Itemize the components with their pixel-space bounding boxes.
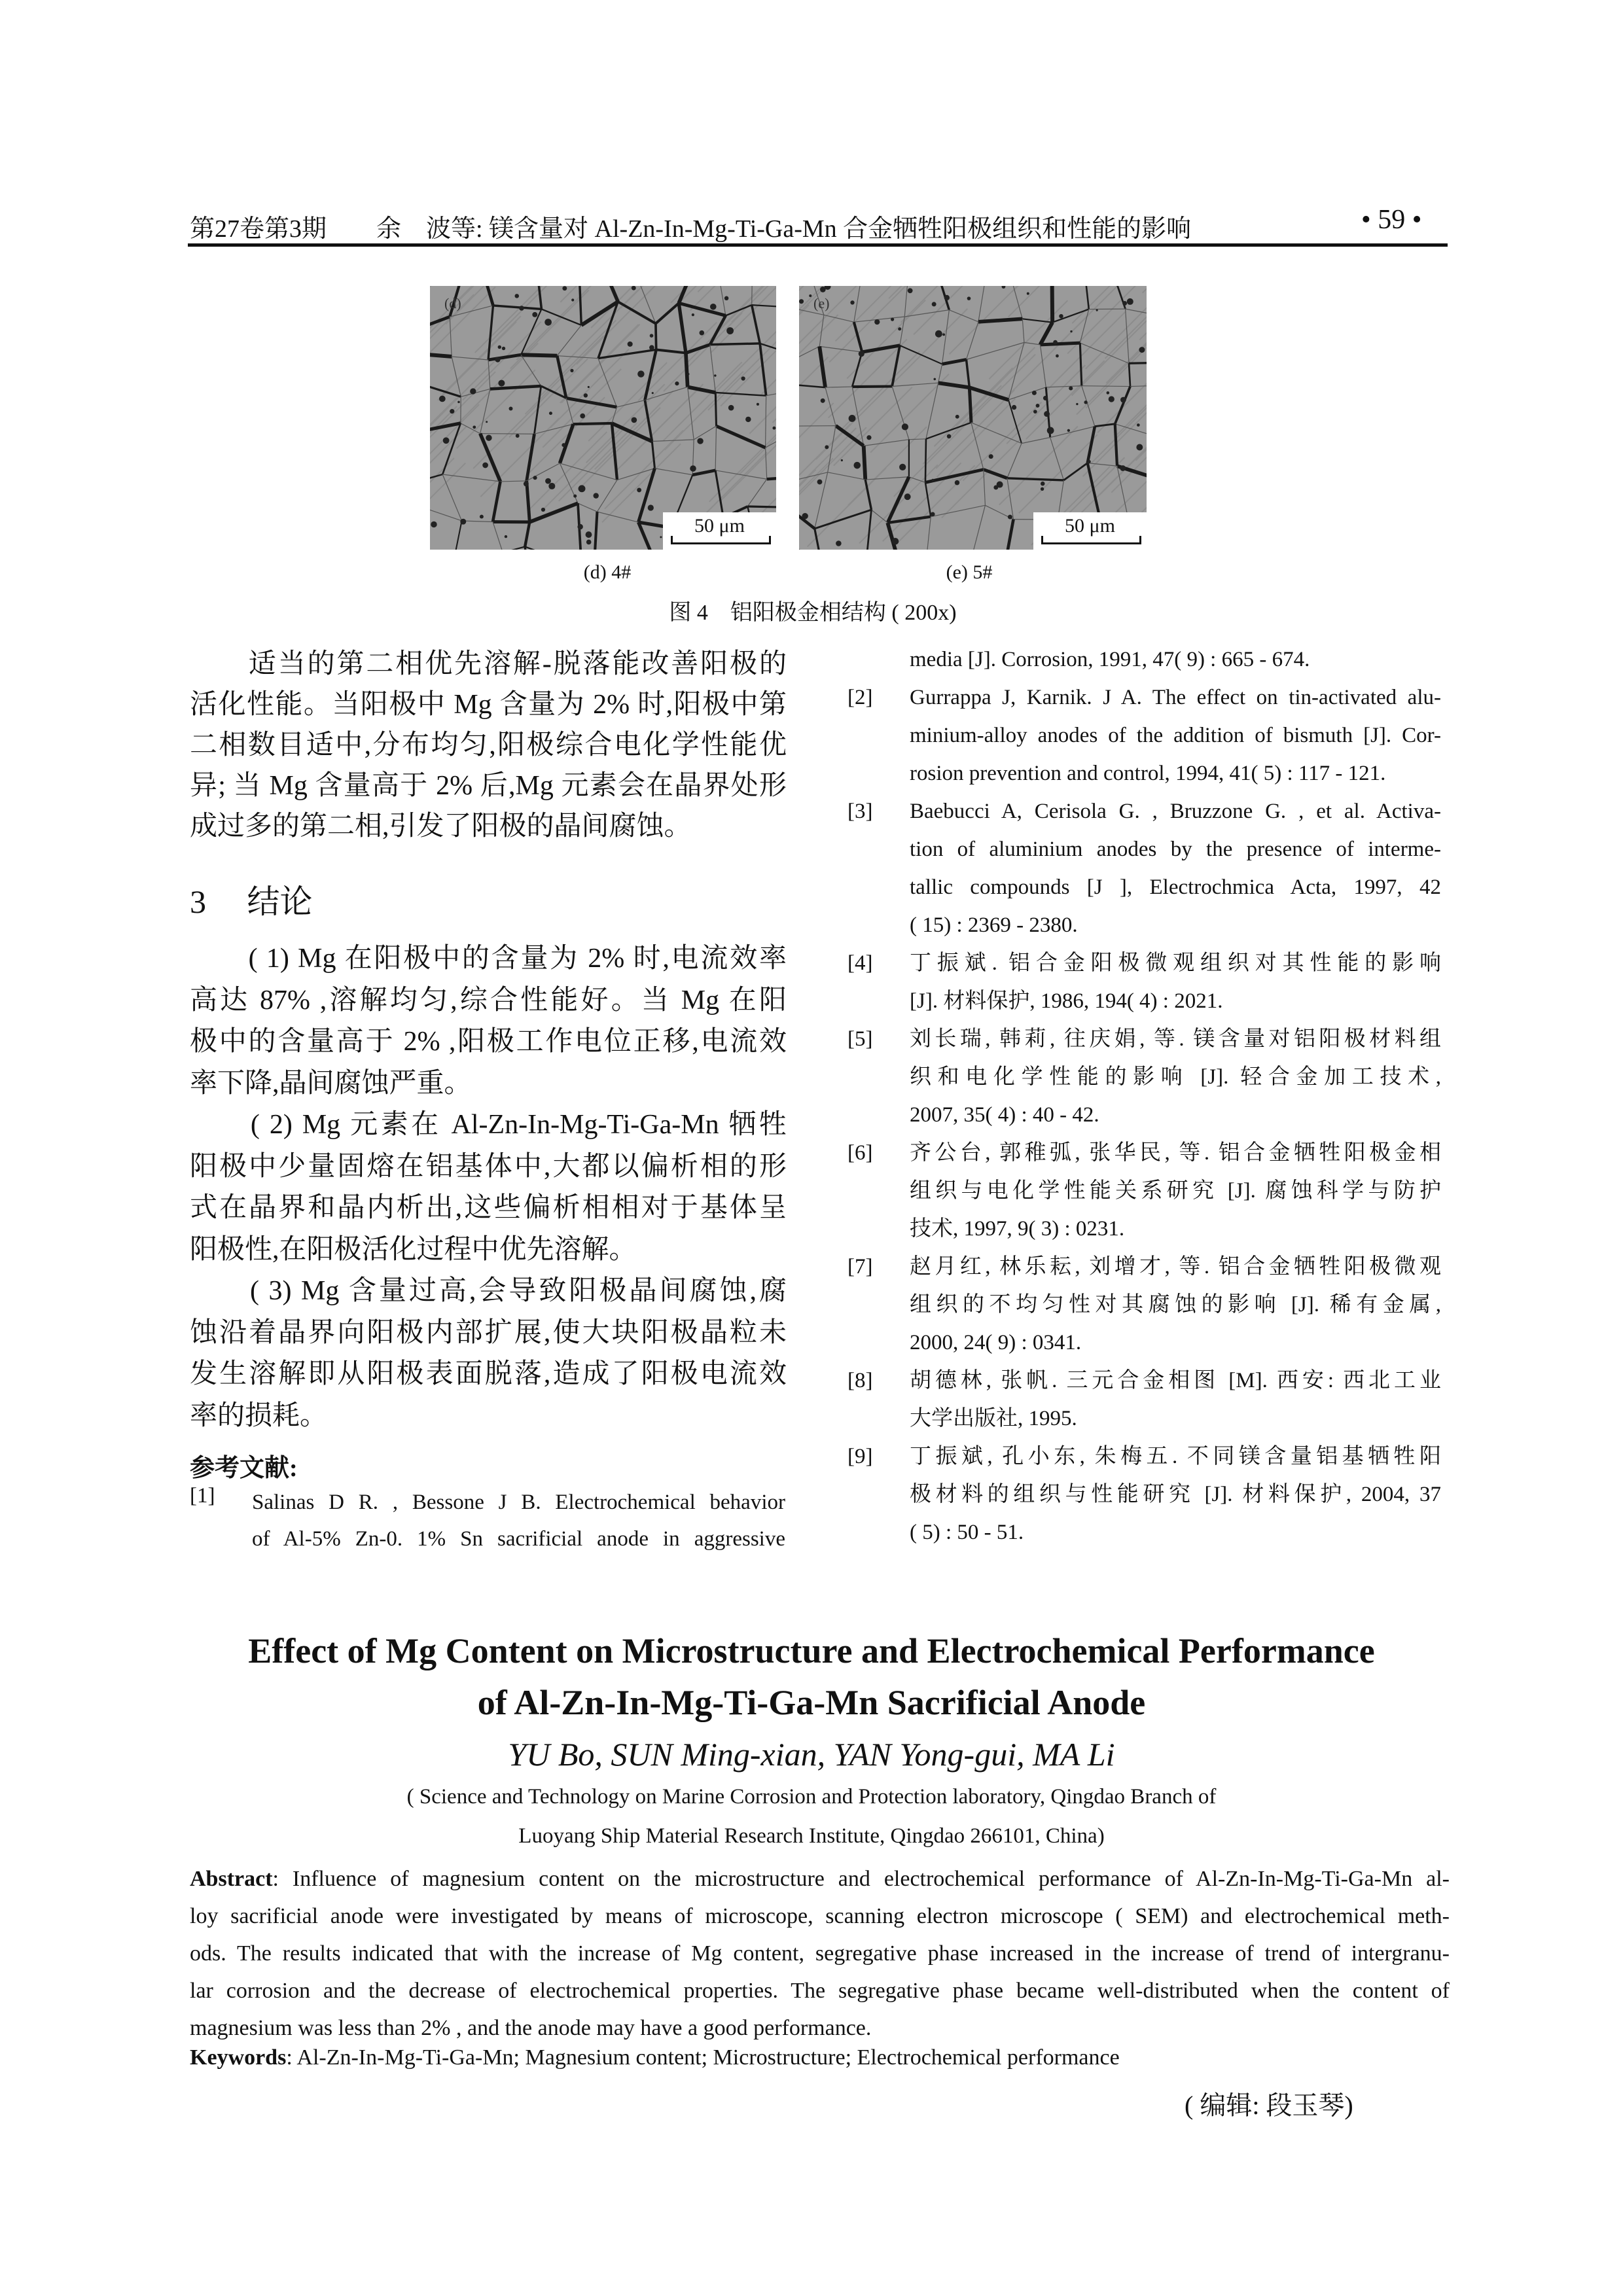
reference-row	[844, 1286, 1441, 1324]
text-line: ( 2) Mg 元素在 Al-Zn-In-Mg-Ti-Ga-Mn 牺牲	[190, 1110, 787, 1140]
text-line: 率的损耗。	[190, 1400, 328, 1431]
text-line: 极中的含量高于 2% ,阳极工作电位正移,电流效	[190, 1027, 787, 1057]
reference-row	[844, 1172, 1441, 1210]
micrograph-e	[799, 286, 1147, 550]
running-header: 第27卷第3期 余 波等: 镁含量对 Al-Zn-In-Mg-Ti-Ga-Mn 合金牺牲阳极组织和性能的影响	[190, 215, 1192, 243]
reference-row	[844, 679, 1441, 716]
text-line: 阳极中少量固熔在铝基体中,大都以偏析相的形	[190, 1151, 787, 1182]
reference-row	[844, 754, 1441, 792]
discussion-paragraph	[190, 644, 787, 847]
reference-row	[844, 1210, 1441, 1248]
grain-structure-image	[799, 286, 1147, 550]
reference-line: 织和电化学性能的影响 [J]. 轻合金加工技术,	[910, 1065, 1441, 1089]
micrograph-d	[430, 286, 776, 550]
scale-bar-label: 50 μm	[694, 515, 745, 537]
text-line: ( 1) Mg 在阳极中的含量为 2% 时,电流效率	[190, 944, 787, 974]
reference-label: [4]	[847, 951, 873, 975]
reference-line: 刘长瑞, 韩莉, 往庆娟, 等. 镁含量对铝阳极材料组	[910, 1027, 1441, 1051]
reference-line: [J]. 材料保护, 1986, 194( 4) : 2021.	[910, 989, 1223, 1013]
abstract-label: Abstract	[190, 1867, 273, 1891]
reference-line: 极材料的组织与性能研究 [J]. 材料保护, 2004, 37	[910, 1483, 1441, 1506]
affiliation-line-2: Luoyang Ship Material Research Institute, Qingdao 266101, China)	[518, 1824, 1105, 1848]
scale-bar-label: 50 μm	[1065, 515, 1115, 537]
reference-row	[844, 1362, 1441, 1400]
abstract-line: magnesium was less than 2% , and the anode may have a good performance.	[190, 2016, 872, 2040]
reference-row	[844, 1096, 1441, 1134]
reference-row	[844, 868, 1441, 906]
reference-line: 组织与电化学性能关系研究 [J]. 腐蚀科学与防护	[910, 1179, 1441, 1203]
reference-line: ( 15) : 2369 - 2380.	[910, 913, 1078, 937]
references-heading: 参考文献:	[190, 1455, 298, 1482]
text-line: 发生溶解即从阳极表面脱落,造成了阳极电流效	[190, 1359, 787, 1389]
panel-label: (e)	[813, 295, 830, 311]
text-line: 高达 87% ,溶解均匀,综合性能好。当 Mg 在阳	[190, 985, 787, 1016]
subfigure-caption-d: (d) 4#	[583, 561, 632, 583]
reference-label: [2]	[847, 686, 873, 709]
reference-row	[844, 792, 1441, 830]
authors: YU Bo, SUN Ming-xian, YAN Yong-gui, MA Li	[508, 1736, 1115, 1773]
reference-line: 赵月红, 林乐耘, 刘增才, 等. 铝合金牺牲阳极微观	[910, 1255, 1441, 1279]
reference-row	[844, 944, 1441, 982]
reference-row	[844, 1134, 1441, 1172]
reference-line: 大学出版社, 1995.	[910, 1407, 1077, 1430]
reference-line: 丁振斌. 铝合金阳极微观组织对其性能的影响	[910, 951, 1441, 975]
reference-line: Salinas D R. , Bessone J B. Electrochemical behavior	[252, 1491, 785, 1514]
reference-row	[844, 1058, 1441, 1096]
reference-1	[252, 1484, 785, 1557]
panel-label: (d)	[444, 295, 461, 311]
abstract-line: lar corrosion and the decrease of electrochemical properties. The segregative phase became well-distributed when the content of	[190, 1979, 1450, 2003]
section-heading: 3 结论	[190, 883, 313, 920]
header-rule	[188, 243, 1448, 247]
subfigure-caption-e: (e) 5#	[946, 561, 993, 583]
scale-bar	[663, 512, 776, 550]
english-title-line-1: Effect of Mg Content on Microstructure and Electrochemical Performance	[248, 1631, 1375, 1670]
abstract	[190, 1860, 1450, 2047]
conclusions	[190, 938, 787, 1437]
reference-line: 丁振斌, 孔小东, 朱梅五. 不同镁含量铝基牺牲阳	[910, 1445, 1441, 1468]
reference-row	[844, 830, 1441, 868]
reference-line: 胡德林, 张帆. 三元合金相图 [M]. 西安: 西北工业	[910, 1369, 1441, 1392]
keywords-label: Keywords	[190, 2045, 287, 2070]
reference-row	[844, 641, 1441, 679]
reference-row	[844, 716, 1441, 754]
reference-line: 技术, 1997, 9( 3) : 0231.	[910, 1217, 1125, 1241]
abstract-line: loy sacrificial anode were investigated by means of microscope, scanning electron microscope ( SEM) and electrochemical meth-	[190, 1904, 1450, 1928]
reference-line: tallic compounds [J ], Electrochmica Acta, 1997, 42	[910, 875, 1441, 899]
page-number: • 59 •	[1361, 205, 1422, 235]
abstract-line	[190, 1860, 1450, 1898]
references-list	[844, 641, 1441, 1551]
reference-line: media [J]. Corrosion, 1991, 47( 9) : 665 - 674.	[910, 648, 1310, 671]
scale-bar	[1033, 512, 1147, 550]
reference-row	[844, 982, 1441, 1020]
reference-row	[844, 1020, 1441, 1058]
editor-note: ( 编辑: 段玉琴)	[1185, 2091, 1353, 2120]
reference-row	[844, 1475, 1441, 1513]
abstract-line: ods. The results indicated that with the increase of Mg content, segregative phase increased in the increase of trend of intergranu-	[190, 1941, 1450, 1966]
english-title-line-2: of Al-Zn-In-Mg-Ti-Ga-Mn Sacrificial Anode	[477, 1683, 1146, 1722]
text-line: ( 3) Mg 含量过高,会导致阳极晶间腐蚀,腐	[190, 1276, 787, 1306]
reference-label: [5]	[847, 1027, 873, 1051]
reference-line: minium-alloy anodes of the addition of bismuth [J]. Cor-	[910, 724, 1441, 747]
reference-line: 2000, 24( 9) : 0341.	[910, 1331, 1082, 1354]
reference-label: [1]	[190, 1484, 215, 1508]
reference-line: 2007, 35( 4) : 40 - 42.	[910, 1103, 1099, 1127]
reference-row	[844, 1248, 1441, 1286]
scale-bar-line	[671, 536, 771, 544]
reference-row	[844, 1513, 1441, 1551]
reference-line: tion of aluminium anodes by the presence of interme-	[910, 838, 1441, 861]
text-line: 蚀沿着晶界向阳极内部扩展,使大块阳极晶粒未	[190, 1317, 787, 1348]
grain-structure-image	[430, 286, 776, 550]
reference-row	[844, 1438, 1441, 1475]
reference-label: [9]	[847, 1445, 873, 1468]
keywords-text: : Al-Zn-In-Mg-Ti-Ga-Mn; Magnesium content; Microstructure; Electrochemical performance	[286, 2045, 1120, 2070]
reference-label: [3]	[847, 800, 873, 823]
affiliation-line-1: ( Science and Technology on Marine Corrosion and Protection laboratory, Qingdao Branch of	[406, 1785, 1217, 1809]
reference-label: [8]	[847, 1369, 873, 1392]
reference-line: of Al-5% Zn-0. 1% Sn sacrificial anode in aggressive	[252, 1527, 785, 1551]
reference-line: Baebucci A, Cerisola G. , Bruzzone G. , et al. Activa-	[910, 800, 1441, 823]
reference-line: 组织的不均匀性对其腐蚀的影响 [J]. 稀有金属,	[910, 1293, 1441, 1316]
reference-line: Gurrappa J, Karnik. J A. The effect on tin-activated alu-	[910, 686, 1441, 709]
text-line: 阳极性,在阳极活化过程中优先溶解。	[190, 1234, 637, 1265]
text-line: 率下降,晶间腐蚀严重。	[190, 1068, 472, 1099]
text-line: 活化性能。当阳极中 Mg 含量为 2% 时,阳极中第	[190, 690, 787, 720]
text-line: 成过多的第二相,引发了阳极的晶间腐蚀。	[190, 811, 692, 841]
reference-row	[844, 1324, 1441, 1362]
figure-caption: 图 4 铝阳极金相结构 ( 200x)	[669, 601, 957, 625]
text-line: 异; 当 Mg 含量高于 2% 后,Mg 元素会在晶界处形	[190, 771, 787, 801]
reference-line: rosion prevention and control, 1994, 41( 5) : 117 - 121.	[910, 762, 1386, 785]
text-line: 式在晶界和晶内析出,这些偏析相相对于基体呈	[190, 1193, 787, 1223]
reference-line: 齐公台, 郭稚弧, 张华民, 等. 铝合金牺牲阳极金相	[910, 1141, 1441, 1165]
reference-label: [7]	[847, 1255, 873, 1279]
reference-row	[844, 1400, 1441, 1438]
scale-bar-line	[1041, 536, 1141, 544]
text-line: 二相数目适中,分布均匀,阳极综合电化学性能优	[190, 730, 787, 760]
abstract-text: : Influence of magnesium content on the microstructure and electrochemical performance of Al-Zn-In-Mg-Ti-Ga-Mn al-	[272, 1867, 1450, 1891]
reference-line: ( 5) : 50 - 51.	[910, 1521, 1024, 1544]
reference-row	[844, 906, 1441, 944]
keywords	[190, 2045, 1120, 2070]
text-line: 适当的第二相优先溶解-脱落能改善阳极的	[190, 649, 787, 679]
reference-label: [6]	[847, 1141, 873, 1165]
